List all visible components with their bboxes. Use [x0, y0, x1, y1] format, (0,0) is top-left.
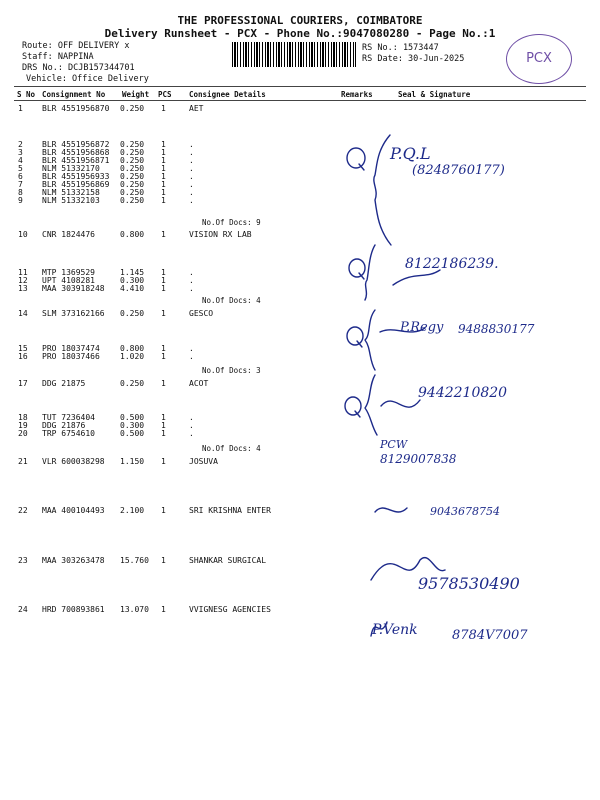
row-consignee: .: [189, 284, 194, 293]
row-sno: 18: [18, 413, 28, 422]
row-pcs: 1: [161, 276, 166, 285]
vehicle-text: Vehicle: Office Delivery: [26, 74, 149, 84]
row-consignment: UPT 4108281: [42, 276, 95, 285]
row-consignment: BLR 4551956868: [42, 148, 110, 157]
row-sno: 16: [18, 352, 28, 361]
row-pcs: 1: [161, 413, 166, 422]
row-pcs: 1: [161, 284, 166, 293]
header-bottom-rule: [14, 100, 586, 101]
docs-note: No.Of Docs: 3: [202, 366, 261, 375]
signature-2-phone: 8122186239.: [405, 256, 499, 272]
row-consignee: .: [189, 276, 194, 285]
col-consignee: Consignee Details: [189, 90, 266, 99]
rs-date: RS Date: 30-Jun-2025: [362, 54, 465, 64]
row-weight: 0.250: [120, 180, 145, 189]
row-sno: 22: [18, 506, 28, 515]
row-sno: 6: [18, 172, 23, 181]
drs-number: DRS No.: DCJB157344701: [22, 63, 135, 73]
pcx-stamp: PCX: [506, 34, 572, 84]
row-consignee: .: [189, 413, 194, 422]
row-consignment: NLM 51332170: [42, 164, 100, 173]
row-sno: 10: [18, 230, 28, 239]
row-sno: 9: [18, 196, 23, 205]
row-consignee: .: [189, 196, 194, 205]
col-consignment: Consignment No: [42, 90, 106, 99]
row-pcs: 1: [161, 230, 166, 239]
row-consignment: BLR 4551956870: [42, 104, 110, 113]
row-sno: 17: [18, 379, 28, 388]
row-pcs: 1: [161, 164, 166, 173]
row-consignment: PRO 18037474: [42, 344, 100, 353]
row-consignment: TRP 6754610: [42, 429, 95, 438]
row-sno: 1: [18, 104, 23, 113]
row-sno: 11: [18, 268, 28, 277]
signature-5-phone: 8129007838: [380, 452, 457, 466]
row-consignee: VISION RX LAB: [189, 230, 252, 239]
row-pcs: 1: [161, 352, 166, 361]
row-consignment: MTP 1369529: [42, 268, 95, 277]
row-weight: 0.250: [120, 164, 145, 173]
row-pcs: 1: [161, 148, 166, 157]
row-pcs: 1: [161, 140, 166, 149]
row-weight: 0.250: [120, 309, 145, 318]
row-weight: 0.250: [120, 156, 145, 165]
docs-note: No.Of Docs: 4: [202, 444, 261, 453]
header-top-rule: [14, 86, 586, 87]
row-sno: 21: [18, 457, 28, 466]
row-pcs: 1: [161, 188, 166, 197]
row-pcs: 1: [161, 379, 166, 388]
row-sno: 3: [18, 148, 23, 157]
row-consignee: AET: [189, 104, 204, 113]
row-consignee: .: [189, 344, 194, 353]
signature-1-phone: (8248760177): [412, 163, 505, 178]
row-consignment: NLM 51332103: [42, 196, 100, 205]
row-consignee: SRI KRISHNA ENTER: [189, 506, 271, 515]
row-consignment: BLR 4551956871: [42, 156, 110, 165]
row-consignee: JOSUVA: [189, 457, 218, 466]
row-consignee: .: [189, 172, 194, 181]
docs-note: No.Of Docs: 9: [202, 218, 261, 227]
signature-8-phone: 8784V7007: [452, 628, 528, 643]
row-consignment: DDG 21876: [42, 421, 86, 430]
row-weight: 0.300: [120, 276, 145, 285]
row-weight: 4.410: [120, 284, 145, 293]
row-consignee: .: [189, 156, 194, 165]
row-consignee: .: [189, 140, 194, 149]
row-weight: 0.800: [120, 344, 145, 353]
row-sno: 23: [18, 556, 28, 565]
row-sno: 8: [18, 188, 23, 197]
row-weight: 1.145: [120, 268, 145, 277]
col-weight: Weight: [122, 90, 150, 99]
row-consignment: NLM 51332158: [42, 188, 100, 197]
staff-text: Staff: NAPPINA: [22, 52, 94, 62]
row-consignee: .: [189, 352, 194, 361]
row-pcs: 1: [161, 172, 166, 181]
rs-number: RS No.: 1573447: [362, 43, 439, 53]
signature-5-label: PCW: [380, 438, 408, 451]
row-consignee: .: [189, 188, 194, 197]
row-weight: 0.500: [120, 413, 145, 422]
row-sno: 24: [18, 605, 28, 614]
signature-8-name: P.Venk: [372, 622, 418, 638]
row-pcs: 1: [161, 268, 166, 277]
row-pcs: 1: [161, 506, 166, 515]
row-pcs: 1: [161, 196, 166, 205]
row-weight: 13.070: [120, 605, 149, 614]
barcode: [232, 42, 356, 67]
signature-6-phone: 9043678754: [430, 505, 500, 518]
row-pcs: 1: [161, 104, 166, 113]
col-signature: Seal & Signature: [398, 90, 471, 99]
row-sno: 19: [18, 421, 28, 430]
row-pcs: 1: [161, 556, 166, 565]
row-consignment: TUT 7236404: [42, 413, 95, 422]
row-sno: 15: [18, 344, 28, 353]
signature-3-phone: 9488830177: [458, 322, 535, 336]
row-sno: 7: [18, 180, 23, 189]
row-weight: 0.250: [120, 104, 145, 113]
row-weight: 0.500: [120, 429, 145, 438]
row-consignee: GESCO: [189, 309, 214, 318]
signature-4-phone: 9442210820: [418, 385, 508, 401]
row-consignment: BLR 4551956872: [42, 140, 110, 149]
row-sno: 13: [18, 284, 28, 293]
row-consignee: .: [189, 429, 194, 438]
signature-1-name: P.Q.L: [390, 144, 431, 163]
row-consignment: MAA 303918248: [42, 284, 105, 293]
row-weight: 1.020: [120, 352, 145, 361]
company-title: THE PROFESSIONAL COURIERS, COIMBATORE: [177, 14, 423, 27]
row-sno: 5: [18, 164, 23, 173]
docs-note: No.Of Docs: 4: [202, 296, 261, 305]
row-consignee: .: [189, 148, 194, 157]
row-pcs: 1: [161, 457, 166, 466]
row-weight: 0.250: [120, 140, 145, 149]
row-weight: 0.250: [120, 172, 145, 181]
row-weight: 0.250: [120, 379, 145, 388]
row-sno: 12: [18, 276, 28, 285]
row-consignee: .: [189, 180, 194, 189]
row-pcs: 1: [161, 309, 166, 318]
row-consignment: DDG 21875: [42, 379, 86, 388]
row-sno: 14: [18, 309, 28, 318]
row-consignee: VVIGNESG AGENCIES: [189, 605, 271, 614]
row-consignment: CNR 1824476: [42, 230, 95, 239]
row-consignee: .: [189, 164, 194, 173]
signature-3-name: P.Regy: [400, 320, 444, 335]
row-pcs: 1: [161, 180, 166, 189]
row-consignment: PRO 18037466: [42, 352, 100, 361]
row-pcs: 1: [161, 605, 166, 614]
col-remarks: Remarks: [341, 90, 373, 99]
row-consignment: SLM 373162166: [42, 309, 105, 318]
row-consignment: MAA 400104493: [42, 506, 105, 515]
row-weight: 1.150: [120, 457, 145, 466]
row-weight: 0.250: [120, 148, 145, 157]
signature-7-phone: 9578530490: [418, 574, 520, 593]
row-sno: 4: [18, 156, 23, 165]
row-pcs: 1: [161, 429, 166, 438]
runsheet-subtitle: Delivery Runsheet - PCX - Phone No.:9047080280 - Page No.:1: [104, 27, 496, 40]
row-weight: 2.100: [120, 506, 145, 515]
row-weight: 15.760: [120, 556, 149, 565]
row-consignment: BLR 4551956869: [42, 180, 110, 189]
row-pcs: 1: [161, 156, 166, 165]
col-pcs: PCS: [158, 90, 172, 99]
row-weight: 0.300: [120, 421, 145, 430]
row-weight: 0.250: [120, 188, 145, 197]
row-pcs: 1: [161, 421, 166, 430]
col-sno: S No: [17, 90, 36, 99]
row-consignment: VLR 600038298: [42, 457, 105, 466]
row-consignment: MAA 303263478: [42, 556, 105, 565]
row-consignee: SHANKAR SURGICAL: [189, 556, 267, 565]
row-sno: 2: [18, 140, 23, 149]
row-weight: 0.800: [120, 230, 145, 239]
row-consignment: BLR 4551956933: [42, 172, 110, 181]
row-consignment: HRD 700893861: [42, 605, 105, 614]
row-consignee: .: [189, 268, 194, 277]
row-pcs: 1: [161, 344, 166, 353]
row-weight: 0.250: [120, 196, 145, 205]
route-text: Route: OFF DELIVERY x: [22, 41, 130, 51]
row-consignee: .: [189, 421, 194, 430]
row-consignee: ACOT: [189, 379, 209, 388]
row-sno: 20: [18, 429, 28, 438]
